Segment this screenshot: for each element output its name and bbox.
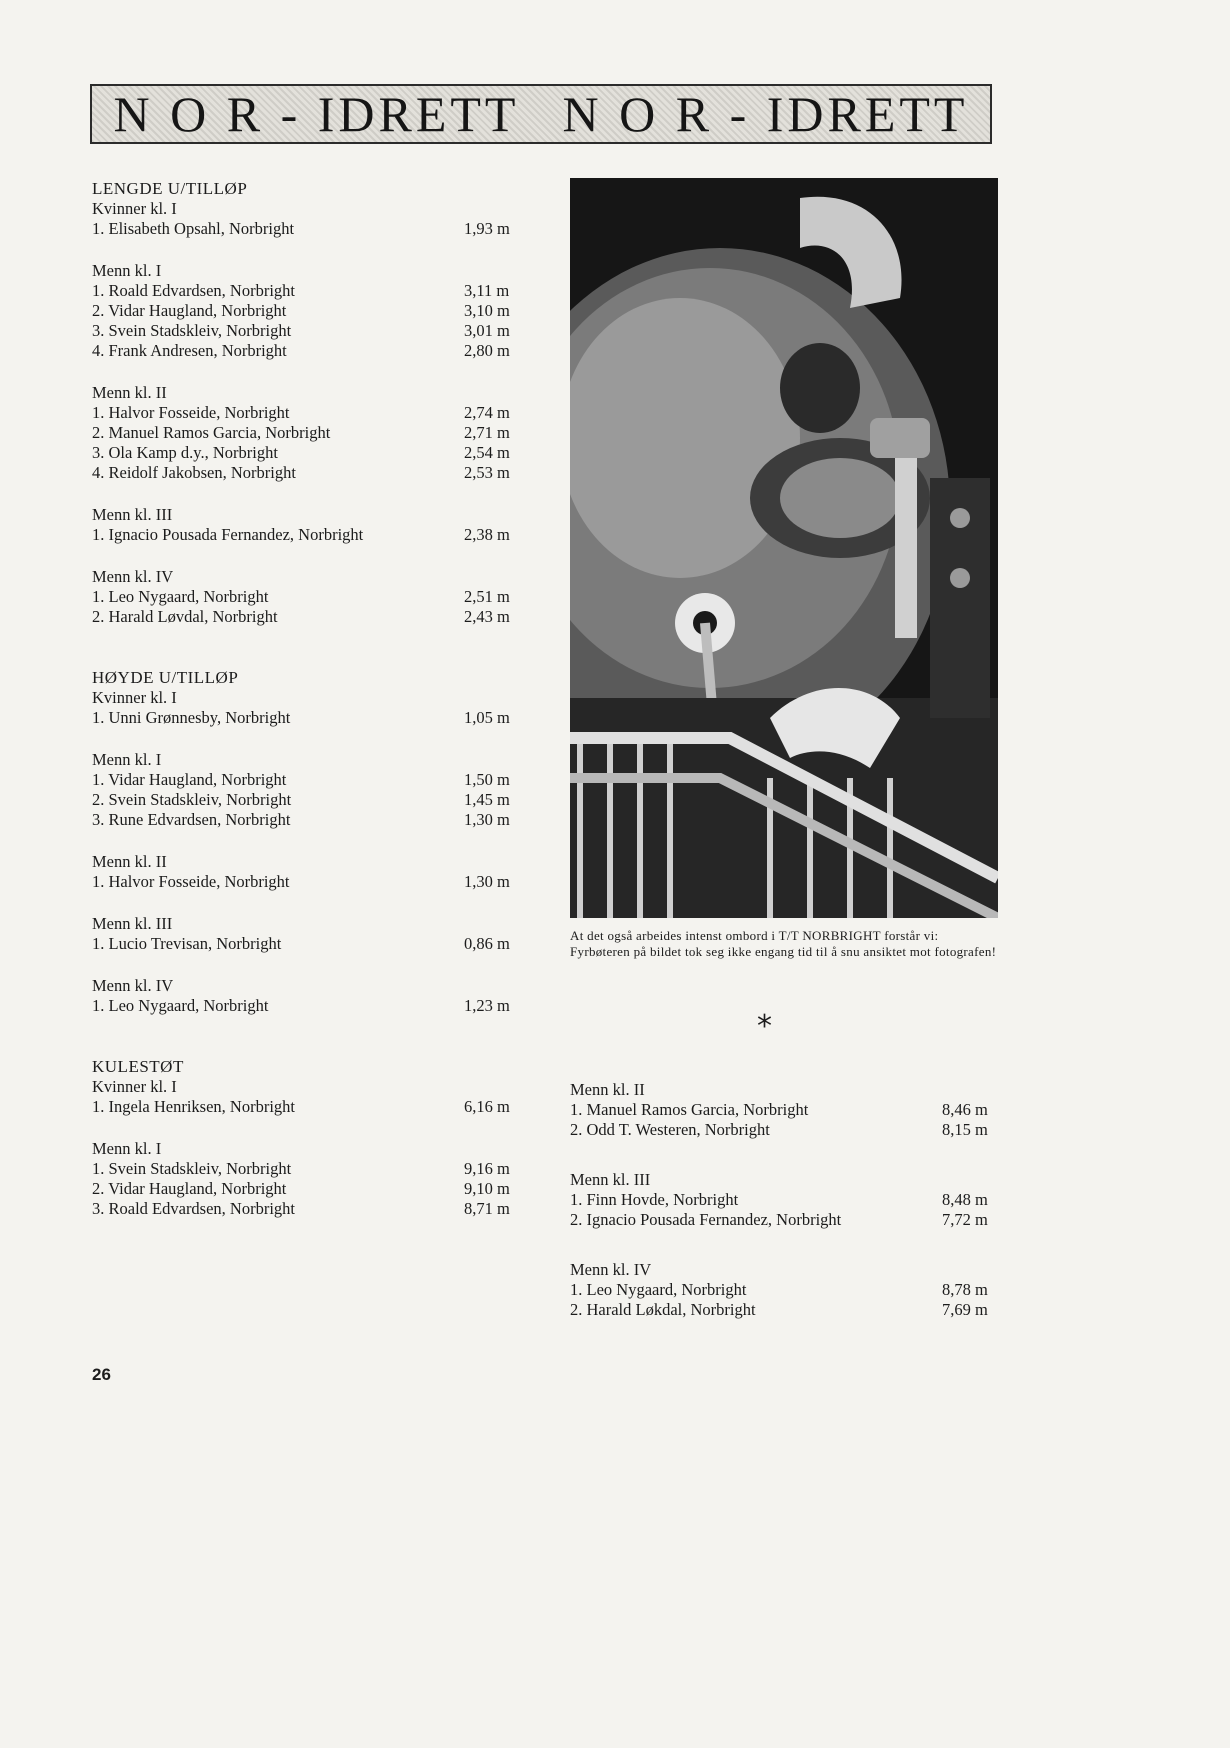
- athlete-name: 1. Finn Hovde, Norbright: [570, 1190, 739, 1209]
- result-group: [92, 567, 522, 627]
- athlete-name: 1. Manuel Ramos Garcia, Norbright: [570, 1100, 809, 1119]
- result-row: [92, 708, 522, 728]
- result-value: 3,11 m: [464, 281, 510, 300]
- result-group: [92, 261, 522, 361]
- result-value: 6,16 m: [464, 1097, 510, 1116]
- result-value: 2,51 m: [464, 587, 510, 606]
- result-value: 2,38 m: [464, 525, 510, 544]
- result-value: 7,69 m: [942, 1300, 988, 1319]
- athlete-name: 1. Svein Stadskleiv, Norbright: [92, 1159, 292, 1178]
- result-group: [92, 852, 522, 892]
- group-title: Menn kl. III: [92, 505, 173, 524]
- athlete-name: 1. Leo Nygaard, Norbright: [570, 1280, 747, 1299]
- athlete-name: 2. Odd T. Westeren, Norbright: [570, 1120, 770, 1139]
- result-group: [92, 1077, 522, 1117]
- athlete-name: 1. Elisabeth Opsahl, Norbright: [92, 219, 295, 238]
- result-row: [92, 810, 522, 830]
- result-row: [92, 790, 522, 810]
- result-value: 7,72 m: [942, 1210, 988, 1229]
- athlete-name: 4. Reidolf Jakobsen, Norbright: [92, 463, 296, 482]
- athlete-name: 1. Unni Grønnesby, Norbright: [92, 708, 291, 727]
- athlete-name: 1. Ingela Henriksen, Norbright: [92, 1097, 295, 1116]
- result-row: [92, 301, 522, 321]
- result-row: [92, 872, 522, 892]
- result-row: [92, 341, 522, 361]
- athlete-name: 2. Svein Stadskleiv, Norbright: [92, 790, 292, 809]
- result-value: 1,30 m: [464, 872, 510, 891]
- result-group: [92, 750, 522, 830]
- group-title: Menn kl. III: [570, 1170, 651, 1189]
- athlete-name: 2. Ignacio Pousada Fernandez, Norbright: [570, 1210, 842, 1229]
- athlete-name: 3. Roald Edvardsen, Norbright: [92, 1199, 296, 1218]
- result-group: [92, 688, 522, 728]
- result-row: [92, 403, 522, 423]
- separator-asterisk: *: [757, 1009, 772, 1044]
- result-row: [92, 1159, 522, 1179]
- group-title: Menn kl. I: [92, 750, 162, 769]
- group-title: Menn kl. II: [92, 852, 167, 871]
- result-value: 0,86 m: [464, 934, 510, 953]
- result-group: [92, 505, 522, 545]
- result-row: [92, 423, 522, 443]
- athlete-name: 1. Leo Nygaard, Norbright: [92, 996, 269, 1015]
- athlete-name: 2. Harald Løvdal, Norbright: [92, 607, 278, 626]
- result-value: 1,30 m: [464, 810, 510, 829]
- masthead-title-right: N O R - IDRETT: [562, 86, 969, 142]
- group-title: Menn kl. IV: [92, 976, 174, 995]
- athlete-name: 1. Halvor Fosseide, Norbright: [92, 403, 290, 422]
- boiler-room-photo: [570, 178, 998, 918]
- masthead-banner: [90, 84, 992, 144]
- result-row: [92, 463, 522, 483]
- result-value: 9,16 m: [464, 1159, 510, 1178]
- result-row: [92, 443, 522, 463]
- result-value: 8,78 m: [942, 1280, 988, 1299]
- athlete-name: 1. Leo Nygaard, Norbright: [92, 587, 269, 606]
- result-row: [92, 219, 522, 239]
- result-row: [92, 525, 522, 545]
- result-value: 9,10 m: [464, 1179, 510, 1198]
- result-row: [92, 1179, 522, 1199]
- section-hoyde: [92, 667, 522, 1016]
- result-row: [570, 1210, 1000, 1230]
- results-left-column: [92, 178, 522, 1219]
- result-group: [92, 199, 522, 239]
- section-title: LENGDE U/TILLØP: [92, 179, 248, 198]
- result-value: 1,23 m: [464, 996, 510, 1015]
- result-value: 1,45 m: [464, 790, 510, 809]
- athlete-name: 2. Manuel Ramos Garcia, Norbright: [92, 423, 331, 442]
- photo-caption: At det også arbeides intenst ombord i T/T NORBRIGHT forstår vi: Fyrbøteren på bildet tok seg ikke engang tid til å snu ansiktet mot fotografen!: [570, 928, 997, 959]
- result-row: [92, 1097, 522, 1117]
- result-row: [92, 281, 522, 301]
- athlete-name: 1. Roald Edvardsen, Norbright: [92, 281, 296, 300]
- athlete-name: 3. Ola Kamp d.y., Norbright: [92, 443, 278, 462]
- result-value: 8,48 m: [942, 1190, 988, 1209]
- result-group: [92, 914, 522, 954]
- result-row: [92, 1199, 522, 1219]
- section-title: KULESTØT: [92, 1057, 184, 1076]
- section-lengde: [92, 178, 522, 627]
- masthead-title-left: N O R - IDRETT: [113, 86, 520, 142]
- athlete-name: 1. Ignacio Pousada Fernandez, Norbright: [92, 525, 364, 544]
- result-row: [570, 1100, 1000, 1120]
- result-value: 8,46 m: [942, 1100, 988, 1119]
- result-group: [570, 1260, 1000, 1320]
- athlete-name: 2. Vidar Haugland, Norbright: [92, 301, 287, 320]
- result-value: 3,01 m: [464, 321, 510, 340]
- athlete-name: 1. Lucio Trevisan, Norbright: [92, 934, 282, 953]
- result-value: 2,53 m: [464, 463, 510, 482]
- result-value: 8,15 m: [942, 1120, 988, 1139]
- result-value: 2,74 m: [464, 403, 510, 422]
- group-title: Menn kl. III: [92, 914, 173, 933]
- photo-illustration: [570, 178, 998, 918]
- result-row: [570, 1300, 1000, 1320]
- result-row: [570, 1190, 1000, 1210]
- section-title: HØYDE U/TILLØP: [92, 668, 239, 687]
- group-title: Menn kl. II: [570, 1080, 645, 1099]
- athlete-name: 2. Vidar Haugland, Norbright: [92, 1179, 287, 1198]
- result-row: [92, 996, 522, 1016]
- result-row: [570, 1280, 1000, 1300]
- result-row: [570, 1120, 1000, 1140]
- result-value: 2,43 m: [464, 607, 510, 626]
- section-kulestot: [92, 1056, 522, 1219]
- group-title: Menn kl. IV: [92, 567, 174, 586]
- group-title: Menn kl. II: [92, 383, 167, 402]
- result-row: [92, 934, 522, 954]
- athlete-name: 3. Svein Stadskleiv, Norbright: [92, 321, 292, 340]
- group-title: Kvinner kl. I: [92, 1077, 177, 1096]
- athlete-name: 2. Harald Løkdal, Norbright: [570, 1300, 756, 1319]
- group-title: Menn kl. IV: [570, 1260, 652, 1279]
- result-row: [92, 770, 522, 790]
- result-value: 2,80 m: [464, 341, 510, 360]
- result-value: 1,05 m: [464, 708, 510, 727]
- result-value: 2,71 m: [464, 423, 510, 442]
- results-right-column: [570, 1080, 1000, 1320]
- athlete-name: 1. Halvor Fosseide, Norbright: [92, 872, 290, 891]
- athlete-name: 4. Frank Andresen, Norbright: [92, 341, 287, 360]
- group-title: Menn kl. I: [92, 1139, 162, 1158]
- result-value: 2,54 m: [464, 443, 510, 462]
- result-value: 1,50 m: [464, 770, 510, 789]
- group-title: Kvinner kl. I: [92, 199, 177, 218]
- result-row: [92, 321, 522, 341]
- athlete-name: 3. Rune Edvardsen, Norbright: [92, 810, 291, 829]
- result-value: 1,93 m: [464, 219, 510, 238]
- page-number: 26: [92, 1365, 111, 1384]
- result-value: 8,71 m: [464, 1199, 510, 1218]
- result-group: [92, 1139, 522, 1219]
- group-title: Menn kl. I: [92, 261, 162, 280]
- result-row: [92, 607, 522, 627]
- result-group: [570, 1080, 1000, 1140]
- result-group: [570, 1170, 1000, 1230]
- group-title: Kvinner kl. I: [92, 688, 177, 707]
- result-group: [92, 976, 522, 1016]
- result-group: [92, 383, 522, 483]
- result-value: 3,10 m: [464, 301, 510, 320]
- result-row: [92, 587, 522, 607]
- athlete-name: 1. Vidar Haugland, Norbright: [92, 770, 287, 789]
